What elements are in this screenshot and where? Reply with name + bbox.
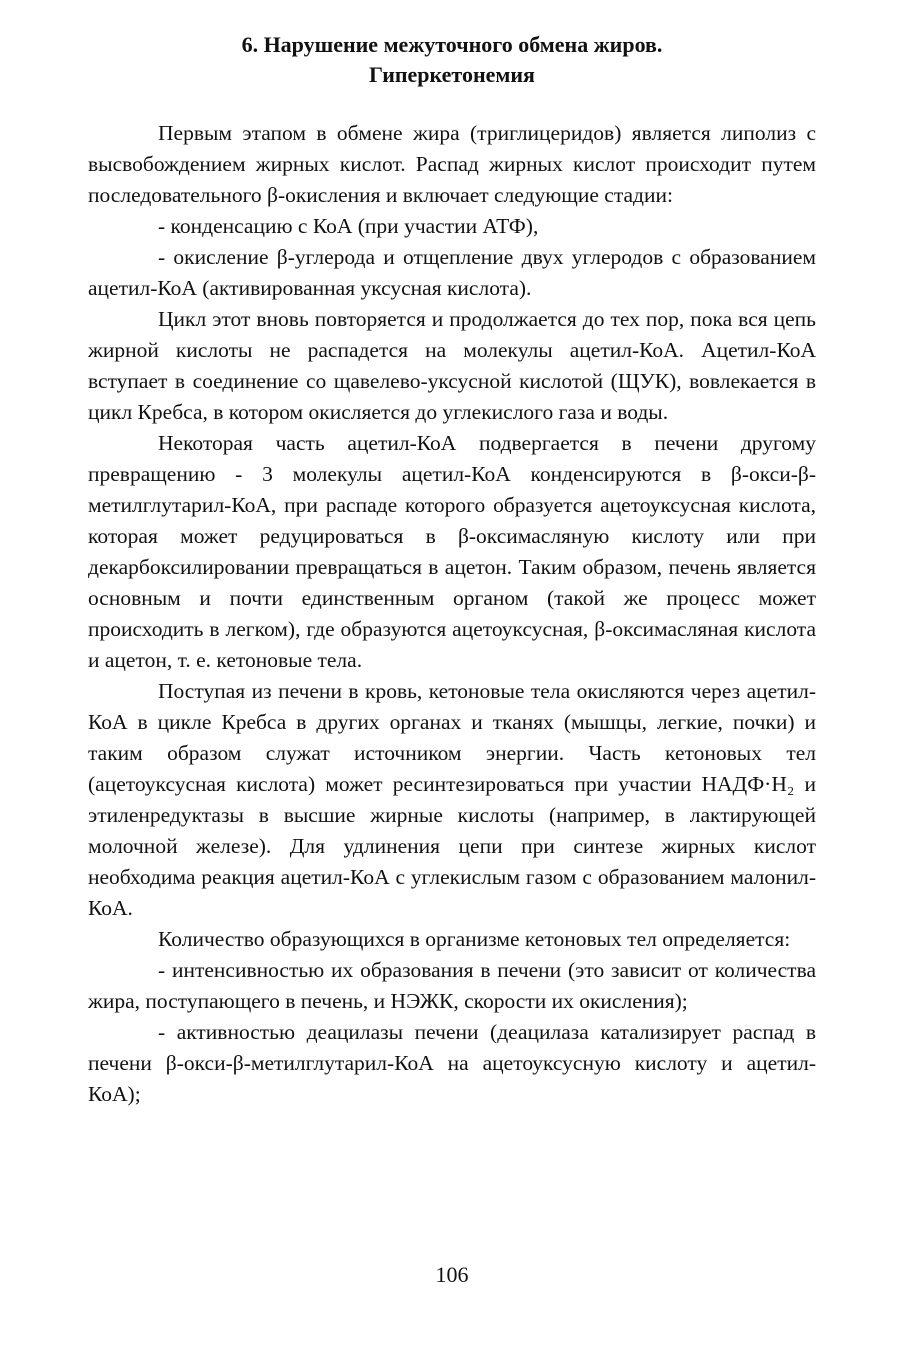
paragraph-8: - интенсивностью их образования в печени (это зависит от количества жира, поступающего в печень, и НЭЖК, скорости их окисления); <box>88 958 816 1013</box>
paragraph-1: Первым этапом в обмене жира (триглицеридов) является липолиз с высвобождением жирных кислот. Распад жирных кислот происходит путем последовательного β-окисления и включает следующие стадии: <box>88 121 816 207</box>
section-heading-line-2: Гиперкетонемия <box>369 62 535 87</box>
paragraph-9: - активностью деацилазы печени (деацилаза катализирует распад в печени β-окси-β-метилглутарил-КоА на ацетоуксусную кислоту и ацетил-КоА); <box>88 1020 816 1106</box>
paragraph-2: - конденсацию с КоА (при участии АТФ), <box>158 214 539 238</box>
paragraph-4: Цикл этот вновь повторяется и продолжается до тех пор, пока вся цепь жирной кислоты не распадется на молекулы ацетил-КоА. Ацетил-КоА вступает в соединение со щавелево-уксусной кислотой (ЩУК), вовлекается в цикл Кребса, в котором окисляется до углекислого газа и воды. <box>88 307 816 424</box>
paragraph-6: Поступая из печени в кровь, кетоновые тела окисляются через ацетил-КоА в цикле Кребса в других органах и тканях (мышцы, легкие, почки) и таким образом служат источником энергии. Часть кетоновых тел (ацетоуксусная кислота) может ресинтезироваться при участии НАДФ·Н₂ и этиленредуктазы в высшие жирные кислоты (например, в лактирующей молочной железе). Для удлинения цепи при синтезе жирных кислот необходима реакция ацетил-КоА с углекислым газом с образованием малонил-КоА. <box>88 679 816 920</box>
page-number: 106 <box>435 1262 469 1287</box>
paragraph-3: - окисление β-углерода и отщепление двух углеродов с образованием ацетил-КоА (активированная уксусная кислота). <box>88 245 816 300</box>
paragraph-5: Некоторая часть ацетил-КоА подвергается в печени другому превращению - 3 молекулы ацетил-КоА конденсируются в β-окси-β-метилглутарил-КоА, при распаде которого образуется ацетоуксусная кислота, которая может редуцироваться в β-оксимасляную кислоту или при декарбоксилировании превращаться в ацетон. Таким образом, печень является основным и почти единственным органом (такой же процесс может происходить в легком), где образуются ацетоуксусная, β-оксимасляная кислота и ацетон, т. е. кетоновые тела. <box>88 431 816 672</box>
body-text <box>88 118 816 1110</box>
section-heading <box>88 30 816 90</box>
section-heading-line-1: 6. Нарушение межуточного обмена жиров. <box>241 32 663 57</box>
paragraph-7: Количество образующихся в организме кетоновых тел определяется: <box>158 927 791 951</box>
page <box>88 30 816 1110</box>
